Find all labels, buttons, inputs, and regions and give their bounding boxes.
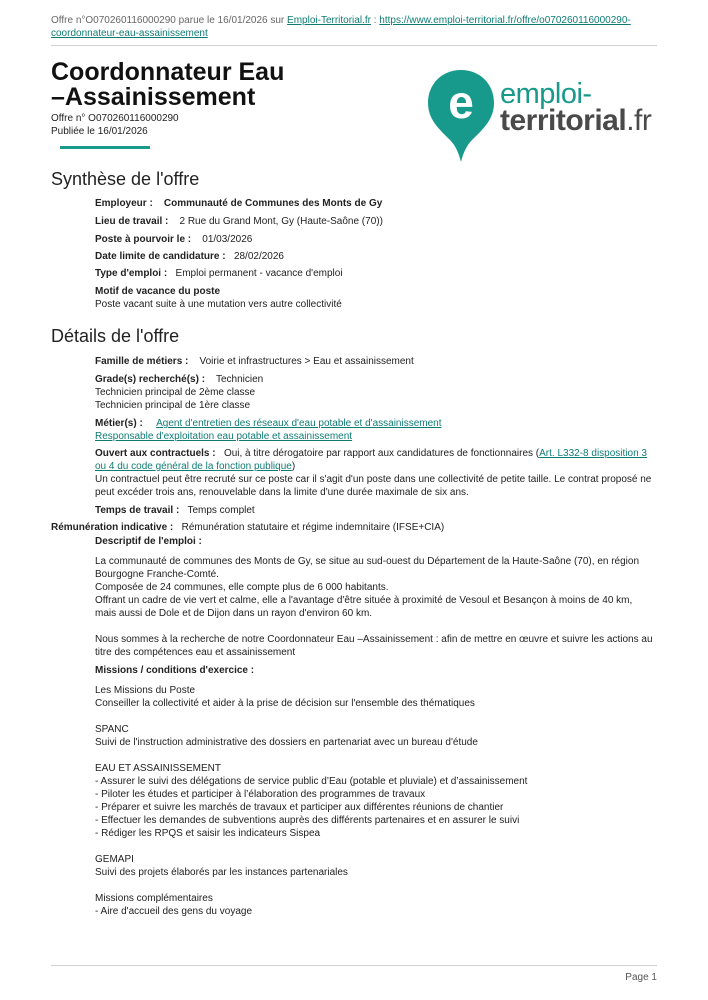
missions-group-5: [95, 892, 655, 918]
ouvert-label: Ouvert aux contractuels :: [95, 448, 216, 459]
ouvert-row: [95, 447, 655, 499]
grade-row: [95, 373, 655, 412]
mission-line: Les Missions du Poste: [95, 685, 196, 696]
site-link[interactable]: Emploi-Territorial.fr: [287, 15, 371, 26]
mission-line: EAU ET ASSAINISSEMENT: [95, 763, 221, 774]
descriptif-label: Descriptif de l'emploi :: [95, 536, 202, 547]
temps-row: [95, 504, 655, 517]
missions-group-1: [95, 684, 655, 710]
mission-line: - Piloter les études et participer à l’élaboration des programmes de travaux: [95, 789, 426, 800]
mission-line: Missions complémentaires: [95, 893, 213, 904]
mission-line: - Aire d'accueil des gens du voyage: [95, 906, 253, 917]
title-line2: –Assainissement: [51, 83, 256, 111]
motif-value: Poste vacant suite à une mutation vers autre collectivité: [95, 299, 342, 310]
mission-line: - Préparer et suivre les marchés de travaux et participer aux différentes réunions de chantier: [95, 802, 504, 813]
svg-text:e: e: [448, 76, 474, 128]
famille-label: Famille de métiers :: [95, 356, 189, 367]
grade-value-3: Technicien principal de 1ère classe: [95, 400, 251, 411]
logo-text-emploi: emploi-: [500, 78, 592, 110]
mission-line: Conseiller la collectivité et aider à la prise de décision sur l'ensemble des thématiques: [95, 698, 475, 709]
mission-line: GEMAPI: [95, 854, 134, 865]
grade-value-2: Technicien principal de 2ème classe: [95, 387, 256, 398]
missions-group-3: [95, 762, 655, 840]
date-limite-value: 28/02/2026: [233, 251, 284, 262]
page-title: [51, 60, 381, 110]
date-limite-label: Date limite de candidature :: [95, 251, 226, 262]
emploi-territorial-logo: [426, 68, 666, 164]
descriptif-p1: La communauté de communes des Monts de Gy, se situe au sud-ouest du Département de la Haute-Saône (70), en région Bourgogne Franche-Comté.: [95, 556, 640, 580]
lieu-row: [95, 215, 655, 228]
offer-meta: [51, 112, 179, 138]
logo-fr: .fr: [626, 104, 652, 137]
title-line1: Coordonnateur Eau: [51, 58, 285, 86]
poste-label: Poste à pourvoir le :: [95, 234, 192, 245]
mission-line: SPANC: [95, 724, 129, 735]
lieu-value: 2 Rue du Grand Mont, Gy (Haute-Saône (70)): [179, 216, 383, 227]
page-number: Page 1: [625, 972, 657, 983]
metier-label: Métier(s) :: [95, 418, 143, 429]
famille-row: [95, 355, 655, 368]
remuneration-row: [51, 521, 611, 534]
footer-divider: [51, 965, 657, 966]
descriptif-p4: Nous sommes à la recherche de notre Coordonnateur Eau –Assainissement : afin de mettre en œuvre et suivre les actions au titre des compétences eau et assainissement: [95, 634, 653, 658]
poste-row: [95, 233, 655, 246]
type-emploi-value: Emploi permanent - vacance d'emploi: [175, 268, 343, 279]
logo-territorial: territorial: [500, 104, 627, 137]
synthese-heading: Synthèse de l'offre: [51, 169, 200, 189]
mission-line: - Effectuer les demandes de subventions auprès des différents partenaires et en assurer le suivi: [95, 815, 520, 826]
remuneration-label: Rémunération indicative :: [51, 522, 174, 533]
missions-group-2: [95, 723, 655, 749]
details-heading: Détails de l'offre: [51, 326, 180, 346]
type-emploi-label: Type d'emploi :: [95, 268, 168, 279]
missions-label: Missions / conditions d'exercice :: [95, 665, 255, 676]
ouvert-detail: Un contractuel peut être recruté sur ce poste car il s'agit d'un poste dans une collectivité de petite taille. Le contrat proposé ne peut excéder trois ans, renouvelable dans la limite d'une durée maximale de six ans.: [95, 474, 652, 498]
grade-label: Grade(s) recherché(s) :: [95, 374, 206, 385]
famille-value: Voirie et infrastructures > Eau et assainissement: [199, 356, 414, 367]
mission-line: Suivi de l'instruction administrative des dossiers en partenariat avec un bureau d'étude: [95, 737, 478, 748]
header-prefix: Offre n°O070260116000290 parue le 16/01/2026 sur: [51, 15, 288, 26]
descriptif-block: [95, 535, 655, 918]
title-accent-line: [60, 146, 150, 149]
employeur-label: Employeur :: [95, 198, 153, 209]
mission-line: Suivi des projets élaborés par les instances partenariales: [95, 867, 348, 878]
type-emploi-row: [95, 267, 655, 280]
motif-row: [95, 285, 655, 311]
offer-url-line2: coordonnateur-eau-assainissement: [51, 28, 208, 39]
header-separator: :: [370, 15, 380, 26]
offer-number: Offre n° O070260116000290: [51, 113, 179, 124]
metier-link-2[interactable]: Responsable d'exploitation eau potable et assainissement: [95, 431, 353, 442]
ouvert-end: ): [291, 461, 296, 472]
remuneration-value: Rémunération statutaire et régime indemnitaire (IFSE+CIA): [181, 522, 445, 533]
code-link[interactable]: Art. L332-8 disposition 3 ou 4 du code général de la fonction publique: [95, 448, 647, 472]
temps-value: Temps complet: [187, 505, 255, 516]
employeur-row: [95, 197, 655, 210]
lieu-label: Lieu de travail :: [95, 216, 169, 227]
mission-line: - Rédiger les RPQS et saisir les indicateurs Sispea: [95, 828, 321, 839]
grade-value-1: Technicien: [215, 374, 264, 385]
employeur-value: Communauté de Communes des Monts de Gy: [163, 198, 383, 209]
header-source-line: [51, 14, 651, 40]
published-date: Publiée le 16/01/2026: [51, 126, 148, 137]
header-divider: [51, 45, 657, 46]
metier-row: [95, 417, 655, 443]
poste-value: 01/03/2026: [202, 234, 253, 245]
mission-line: - Assurer le suivi des délégations de service public d’Eau (potable et pluviale) et d’assainissement: [95, 776, 528, 787]
ouvert-value: Oui, à titre dérogatoire par rapport aux candidatures de fonctionnaires (: [223, 448, 540, 459]
descriptif-p3: Offrant un cadre de vie vert et calme, elle a l'avantage d'être située à proximité de Vesoul et Besançon à moins de 40 km, mais aussi de Dole et de Dijon dans un rayon d'environ 60 km.: [95, 595, 633, 619]
map-pin-icon: [426, 68, 496, 164]
missions-group-4: [95, 853, 655, 879]
logo-text-territorial: [500, 106, 651, 136]
offer-url-line1: https://www.emploi-territorial.fr/offre/o070260116000290-: [379, 15, 631, 26]
motif-label: Motif de vacance du poste: [95, 286, 221, 297]
descriptif-p2: Composée de 24 communes, elle compte plus de 6 000 habitants.: [95, 582, 389, 593]
metier-link-1[interactable]: Agent d'entretien des réseaux d'eau potable et d'assainissement: [156, 418, 442, 429]
temps-label: Temps de travail :: [95, 505, 180, 516]
date-limite-row: [95, 250, 655, 263]
